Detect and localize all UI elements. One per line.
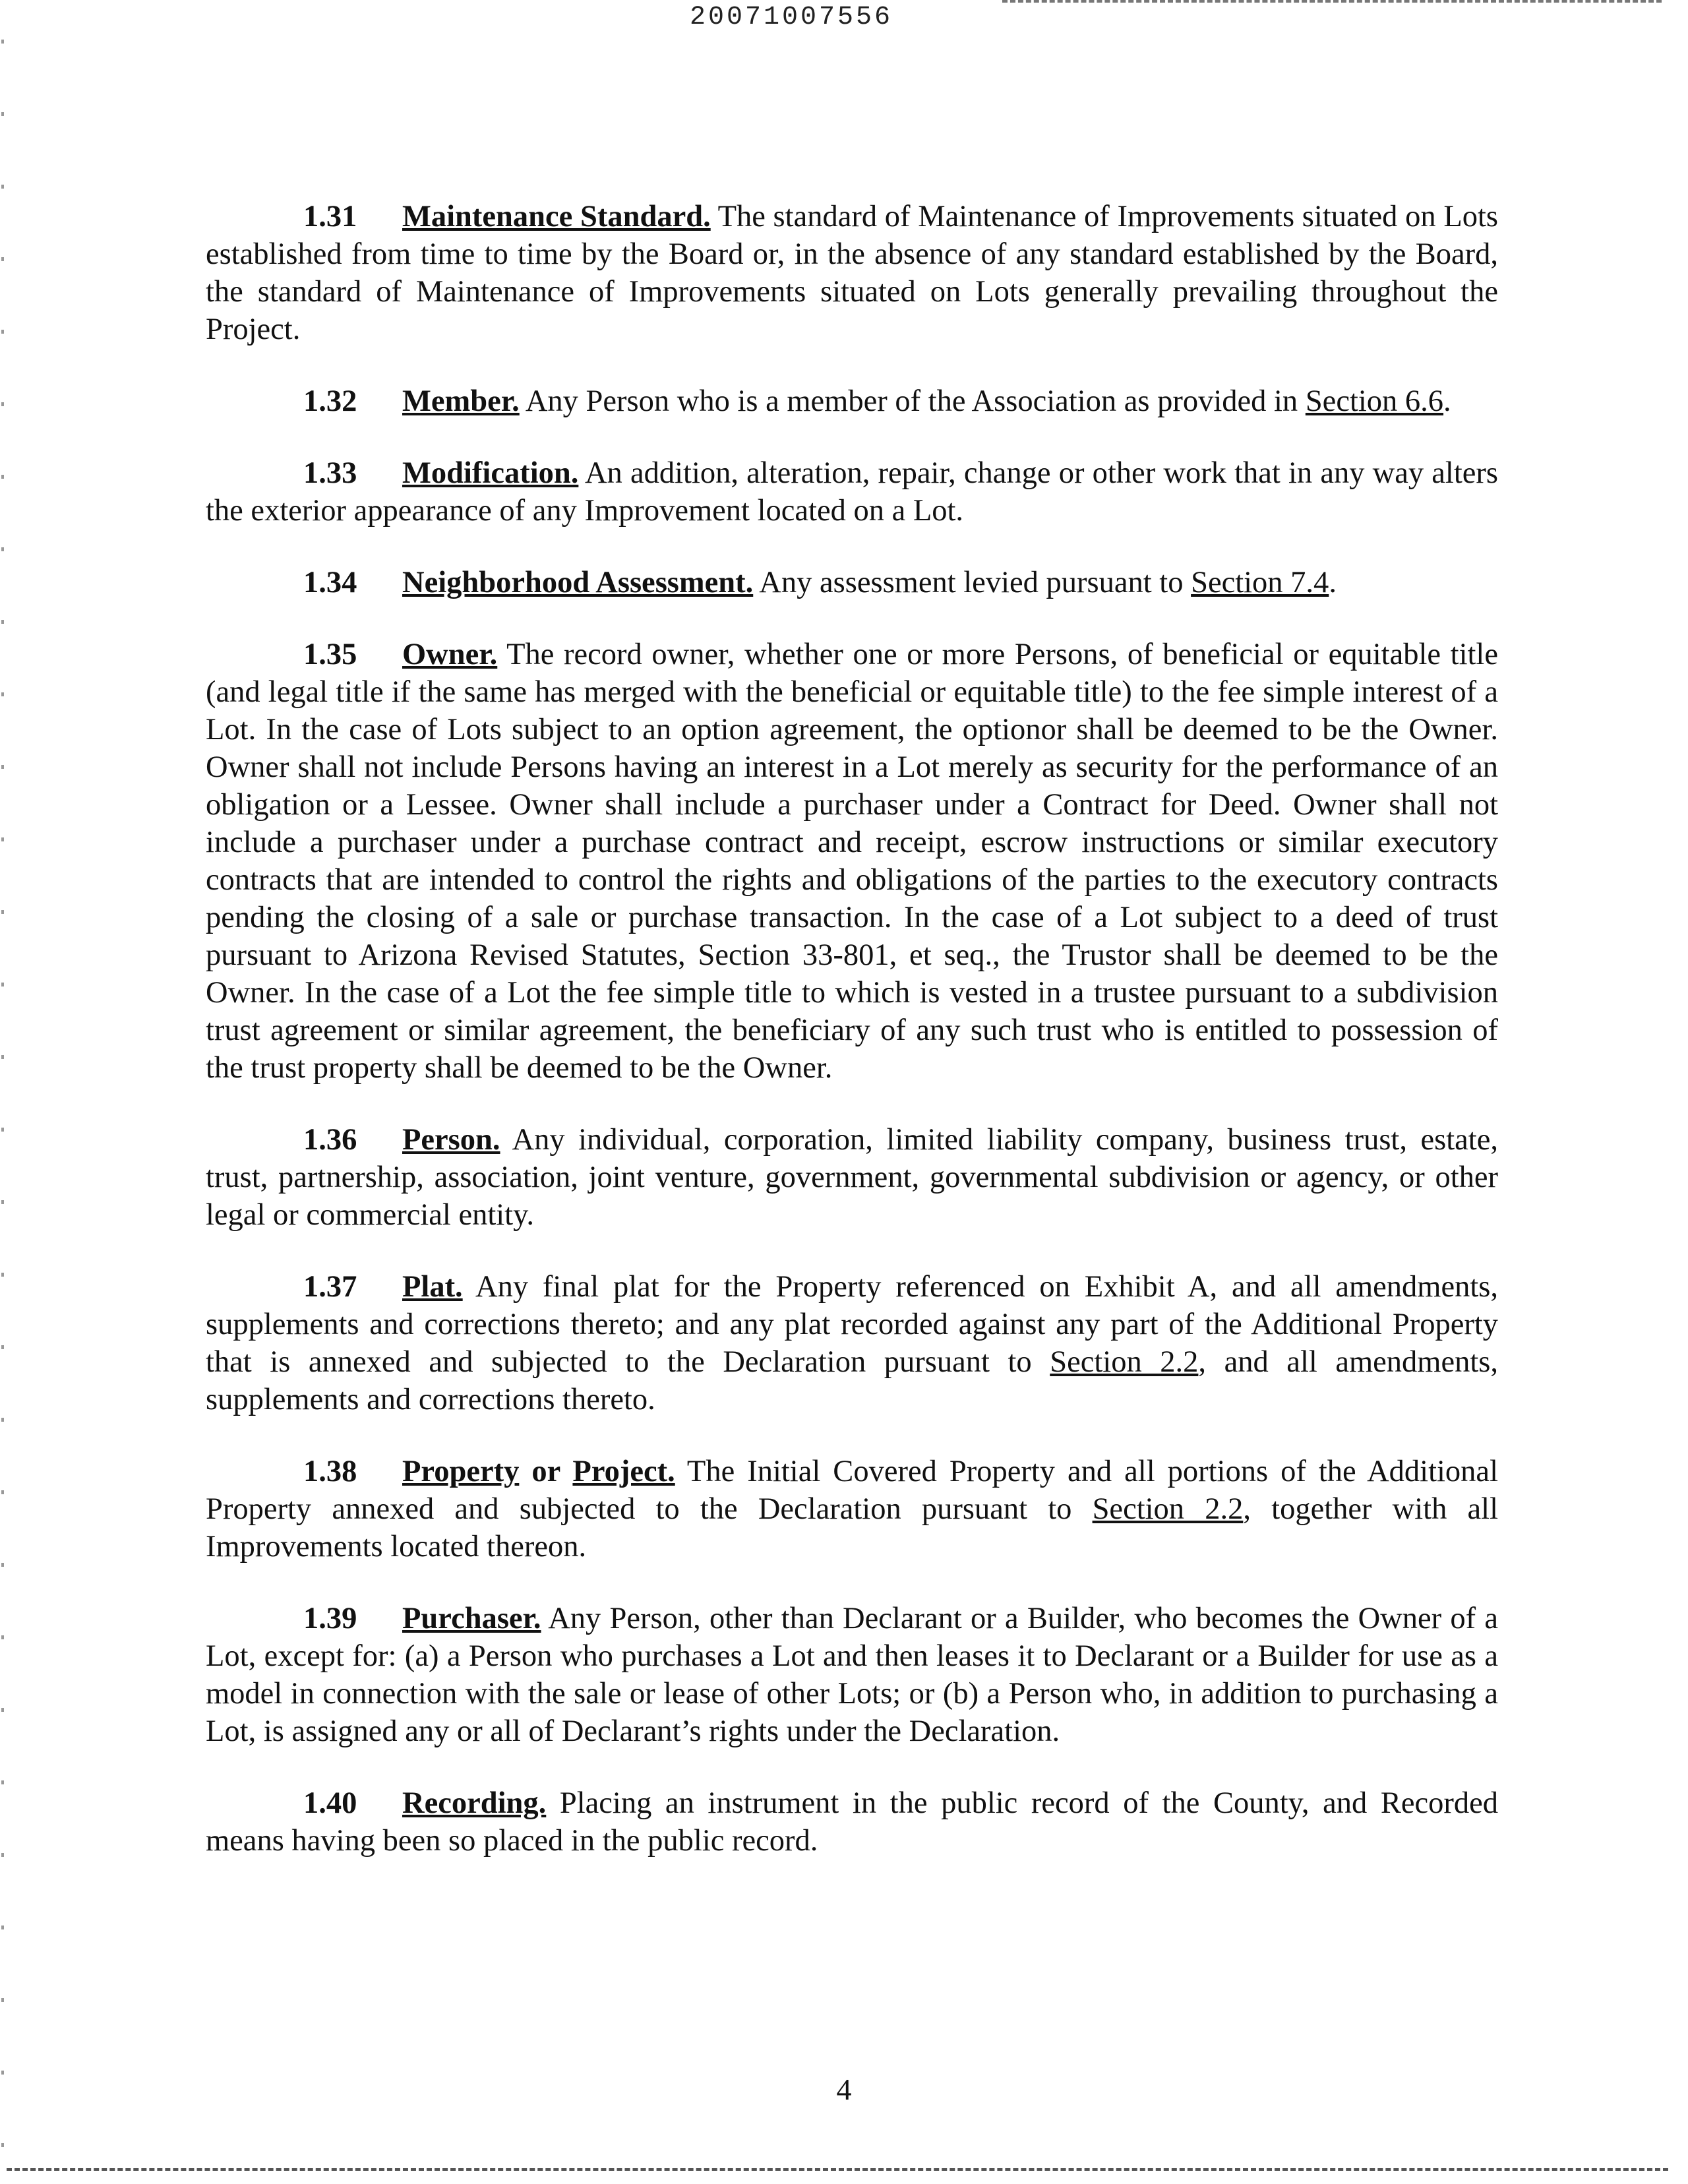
section-1-31 <box>206 198 1498 348</box>
section-title: Member. <box>402 384 520 418</box>
section-1-35 <box>206 636 1498 1087</box>
section-text-end: , together with all Improvements located thereon. <box>206 1492 1498 1563</box>
section-1-38 <box>206 1453 1498 1565</box>
section-text: The record owner, whether one or more Persons, of beneficial or equitable title (and legal title if the same has merged with the beneficial or equitable title) to the fee simple interest of a Lot. In the case of Lots subject to an option agreement, the optionor shall be deemed to be the Owner. Owner shall not include Persons having an interest in a Lot merely as security for the performance of an obligation or a Lessee. Owner shall include a purchaser under a Contract for Deed. Owner shall not include a purchaser under a purchase contract and receipt, escrow instructions or similar executory contracts that are intended to control the rights and obligations of the parties to the executory contracts pending the closing of a sale or purchase transaction. In the case of a Lot subject to a deed of trust pursuant to Arizona Revised Statutes, Section 33-801, et seq., the Trustor shall be deemed to be the Owner. In the case of a Lot the fee simple title to which is vested in a trustee pursuant to a subdivision trust agreement or similar agreement, the beneficiary of any such trust who is entitled to possession of the trust property shall be deemed to be the Owner. <box>206 638 1498 1085</box>
section-title: Maintenance Standard. <box>402 200 711 233</box>
section-number: 1.36 <box>303 1123 357 1157</box>
scan-bottom-edge <box>7 2168 1668 2175</box>
section-title: Neighborhood Assessment. <box>402 566 754 599</box>
section-1-34 <box>206 564 1498 601</box>
section-text: Any individual, corporation, limited liability company, business trust, estate, trust, partnership, association, joint venture, government, governmental subdivision or agency, or other legal or commercial entity. <box>206 1123 1498 1232</box>
section-reference: Section 6.6 <box>1305 384 1444 418</box>
section-text: Placing an instrument in the public record of the County, and Recorded means having been so placed in the public record. <box>206 1786 1498 1858</box>
section-title: Plat. <box>402 1270 463 1304</box>
section-1-37 <box>206 1268 1498 1418</box>
section-text-end: . <box>1443 384 1451 418</box>
recording-number: 20071007556 <box>689 3 893 32</box>
section-text: Any final plat for the Property referenced on Exhibit A, and all amendments, supplements and corrections thereto; and any plat recorded against any part of the Additional Property that is annexed and subjected to the Declaration pursuant to <box>206 1270 1498 1379</box>
section-number: 1.35 <box>303 638 357 671</box>
section-1-39 <box>206 1600 1498 1750</box>
section-number: 1.37 <box>303 1270 357 1304</box>
section-text: The standard of Maintenance of Improvements situated on Lots established from time to time by the Board or, in the absence of any standard established by the Board, the standard of Maintenance of Improvements situated on Lots generally prevailing throughout the Project. <box>206 200 1498 346</box>
section-1-32 <box>206 382 1498 420</box>
section-1-40 <box>206 1784 1498 1860</box>
section-title-connector: or <box>519 1455 573 1488</box>
section-text: The Initial Covered Property and all portions of the Additional Property annexed and subjected to the Declaration pursuant to <box>206 1455 1498 1526</box>
section-number: 1.40 <box>303 1786 357 1820</box>
section-text-end: , and all amendments, supplements and corrections thereto. <box>206 1345 1498 1416</box>
section-title-alt: Project. <box>572 1455 675 1488</box>
section-text: An addition, alteration, repair, change or other work that in any way alters the exterior appearance of any Improvement located on a Lot. <box>206 456 1498 528</box>
document-body <box>206 198 1498 1894</box>
section-title: Purchaser. <box>402 1602 541 1635</box>
section-number: 1.38 <box>303 1455 357 1488</box>
section-number: 1.32 <box>303 384 357 418</box>
section-reference: Section 2.2 <box>1092 1492 1244 1526</box>
section-text: Any assessment levied pursuant to <box>753 566 1191 599</box>
section-number: 1.39 <box>303 1602 357 1635</box>
section-title: Person. <box>402 1123 500 1157</box>
section-text: Any Person, other than Declarant or a Builder, who becomes the Owner of a Lot, except for: (a) a Person who purchases a Lot and then leases it to Declarant or a Builder for use as a model in connection with the sale or lease of other Lots; or (b) a Person who, in addition to purchasing a Lot, is assigned any or all of Declarant’s rights under the Declaration. <box>206 1602 1498 1748</box>
section-title: Recording. <box>402 1786 547 1820</box>
section-reference: Section 7.4 <box>1191 566 1329 599</box>
section-number: 1.31 <box>303 200 357 233</box>
section-number: 1.33 <box>303 456 357 490</box>
section-title: Property <box>402 1455 520 1488</box>
scan-left-edge-marks <box>1 40 4 2150</box>
section-text-end: . <box>1329 566 1337 599</box>
section-1-36 <box>206 1121 1498 1234</box>
section-reference: Section 2.2 <box>1050 1345 1199 1379</box>
section-1-33 <box>206 454 1498 530</box>
section-title: Owner. <box>402 638 498 671</box>
section-text: Any Person who is a member of the Association as provided in <box>519 384 1306 418</box>
page-number: 4 <box>836 2073 852 2106</box>
section-title: Modification. <box>402 456 579 490</box>
section-number: 1.34 <box>303 566 357 599</box>
